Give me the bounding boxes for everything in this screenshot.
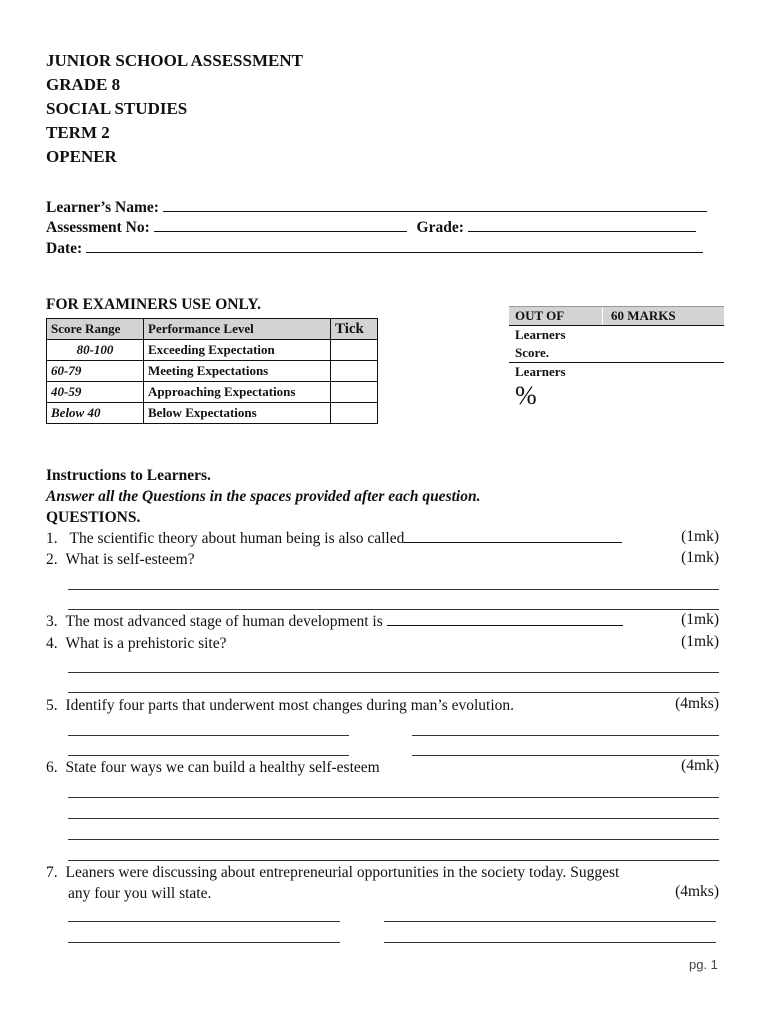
answer-line[interactable] xyxy=(384,942,716,943)
percent-symbol: % xyxy=(515,381,537,410)
assessment-row xyxy=(46,216,696,237)
tick-cell[interactable] xyxy=(331,340,378,361)
question-6-marks: (4mk) xyxy=(681,757,719,774)
question-number: 2. xyxy=(46,551,58,568)
question-4-marks: (1mk) xyxy=(681,633,719,650)
assessment-label: Assessment No: xyxy=(46,219,150,236)
title-line-4: TERM 2 xyxy=(46,123,110,142)
table-row xyxy=(47,403,378,424)
date-row xyxy=(46,237,703,258)
answer-line[interactable] xyxy=(68,755,349,756)
question-number: 6. xyxy=(46,759,58,776)
question-text: The scientific theory about human being is also called xyxy=(69,530,405,547)
table-row xyxy=(47,340,378,361)
answer-line[interactable] xyxy=(68,797,719,798)
title-line-5: OPENER xyxy=(46,147,117,166)
question-2 xyxy=(46,549,195,570)
date-label: Date: xyxy=(46,240,83,257)
question-2-marks: (1mk) xyxy=(681,549,719,566)
date-line[interactable] xyxy=(86,237,703,253)
table-row xyxy=(47,382,378,403)
title-block xyxy=(46,49,303,169)
score-range-cell: 80-100 xyxy=(47,340,144,361)
answer-line[interactable] xyxy=(68,818,719,819)
answer-line[interactable] xyxy=(68,692,719,693)
answer-line[interactable] xyxy=(412,735,719,736)
question-4 xyxy=(46,633,226,654)
learner-name-row xyxy=(46,196,707,217)
tick-cell[interactable] xyxy=(331,403,378,424)
score-range-cell: Below 40 xyxy=(47,403,144,424)
score-row xyxy=(509,326,724,363)
title-line-3: SOCIAL STUDIES xyxy=(46,99,188,118)
out-of-value: 60 MARKS xyxy=(611,308,676,323)
title-line-2: GRADE 8 xyxy=(46,75,121,94)
instructions xyxy=(46,465,480,528)
learner-name-label: Learner’s Name: xyxy=(46,199,159,216)
header-tick: Tick xyxy=(331,319,378,340)
question-7-line-2: any four you will state. xyxy=(68,885,212,902)
question-1 xyxy=(46,528,622,549)
question-3-marks: (1mk) xyxy=(681,611,719,628)
answer-line[interactable] xyxy=(68,672,719,673)
header-score-range: Score Range xyxy=(47,319,144,340)
question-7 xyxy=(46,862,619,883)
out-of-row xyxy=(509,306,724,326)
question-text: What is self-esteem? xyxy=(65,551,195,568)
question-text: Leaners were discussing about entrepreneurial opportunities in the society today. Suggest xyxy=(65,864,620,881)
title-line-1: JUNIOR SCHOOL ASSESSMENT xyxy=(46,51,303,70)
score-range-cell: 60-79 xyxy=(47,361,144,382)
question-number: 1. xyxy=(46,530,58,547)
instructions-title: Instructions to Learners. xyxy=(46,467,211,484)
answer-line[interactable] xyxy=(68,735,349,736)
answer-line[interactable] xyxy=(68,589,719,590)
question-7-marks: (4mks) xyxy=(675,883,719,900)
question-text: The most advanced stage of human development is xyxy=(65,613,383,630)
performance-table-header xyxy=(47,319,378,340)
performance-table xyxy=(46,318,378,424)
learner-name-line[interactable] xyxy=(163,196,707,212)
instructions-text: Answer all the Questions in the spaces provided after each question. xyxy=(46,488,481,505)
question-number: 3. xyxy=(46,613,58,630)
percent-label: Learners xyxy=(515,364,566,379)
questions-heading: QUESTIONS. xyxy=(46,509,141,526)
question-text: Identify four parts that underwent most changes during man’s evolution. xyxy=(65,697,515,714)
out-of-label: OUT OF xyxy=(515,308,565,323)
question-number: 4. xyxy=(46,635,58,652)
answer-line[interactable] xyxy=(412,755,719,756)
answer-line[interactable] xyxy=(68,860,719,861)
table-row xyxy=(47,361,378,382)
out-of-divider xyxy=(602,307,603,325)
question-text: What is a prehistoric site? xyxy=(65,635,227,652)
assessment-line[interactable] xyxy=(154,216,407,232)
answer-line[interactable] xyxy=(384,921,716,922)
answer-line[interactable] xyxy=(68,942,340,943)
question-5 xyxy=(46,695,514,716)
marks-box xyxy=(509,306,724,411)
question-text: State four ways we can build a healthy self-esteem xyxy=(65,759,380,776)
tick-cell[interactable] xyxy=(331,361,378,382)
performance-level-cell: Approaching Expectations xyxy=(144,382,331,403)
grade-line[interactable] xyxy=(468,216,696,232)
grade-label: Grade: xyxy=(416,219,464,236)
answer-line[interactable] xyxy=(68,609,719,610)
question-6 xyxy=(46,757,380,778)
answer-line[interactable] xyxy=(387,611,623,626)
score-label-2: Score. xyxy=(515,345,550,360)
answer-line[interactable] xyxy=(404,528,622,543)
performance-level-cell: Meeting Expectations xyxy=(144,361,331,382)
question-number: 7. xyxy=(46,864,58,881)
header-performance-level: Performance Level xyxy=(144,319,331,340)
performance-level-cell: Exceeding Expectation xyxy=(144,340,331,361)
score-range-cell: 40-59 xyxy=(47,382,144,403)
examiners-title: FOR EXAMINERS USE ONLY. xyxy=(46,296,262,313)
question-1-marks: (1mk) xyxy=(681,528,719,545)
answer-line[interactable] xyxy=(68,921,340,922)
question-number: 5. xyxy=(46,697,58,714)
page-number: pg. 1 xyxy=(689,957,718,972)
score-label-1: Learners xyxy=(515,327,566,342)
question-5-marks: (4mks) xyxy=(675,695,719,712)
percent-row xyxy=(509,363,724,411)
question-3 xyxy=(46,611,623,632)
tick-cell[interactable] xyxy=(331,382,378,403)
performance-level-cell: Below Expectations xyxy=(144,403,331,424)
answer-line[interactable] xyxy=(68,839,719,840)
